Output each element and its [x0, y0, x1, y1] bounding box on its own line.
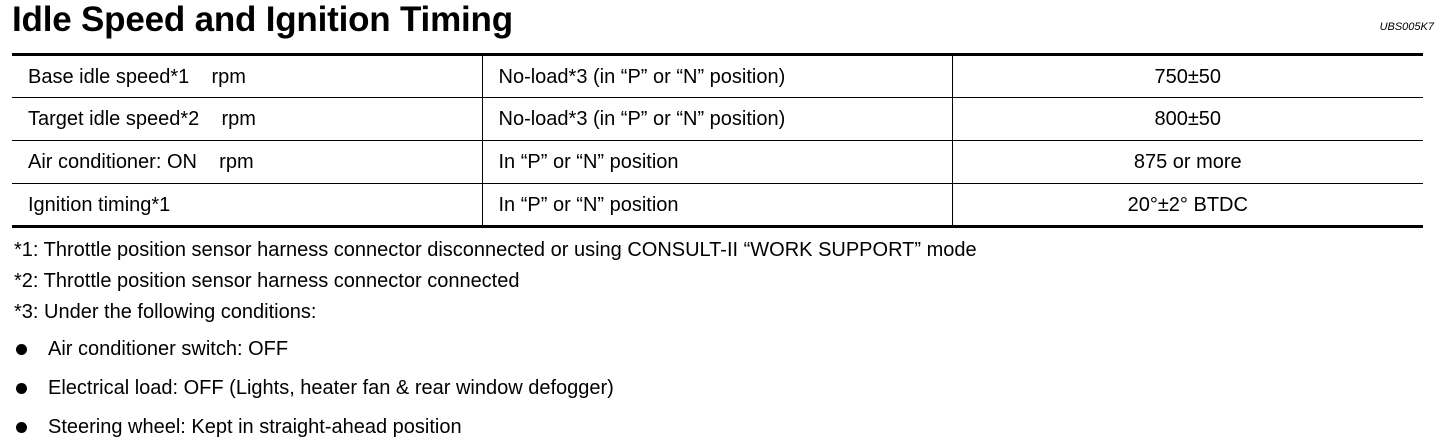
bullet-icon	[16, 344, 27, 355]
bullet-icon	[16, 383, 27, 394]
table-row	[12, 141, 1423, 184]
document-code: UBS005K7	[1379, 21, 1434, 33]
value-cell: 750±50	[952, 55, 1423, 98]
list-item-text: Electrical load: OFF (Lights, heater fan & rear window defogger)	[48, 377, 614, 399]
item-cell: Target idle speed*2 rpm	[12, 98, 482, 141]
bullet-icon	[16, 422, 27, 433]
item-cell: Air conditioner: ON rpm	[12, 141, 482, 184]
table-row	[12, 184, 1423, 227]
footnote: *3: Under the following conditions:	[14, 301, 317, 323]
condition-cell: No-load*3 (in “P” or “N” position)	[482, 55, 952, 98]
footnote: *2: Throttle position sensor harness connector connected	[14, 270, 520, 292]
list-item-text: Air conditioner switch: OFF	[48, 338, 289, 360]
condition-cell: In “P” or “N” position	[482, 184, 952, 227]
list-item-text: Steering wheel: Kept in straight-ahead position	[48, 416, 462, 438]
table-row	[12, 98, 1423, 141]
item-cell: Ignition timing*1	[12, 184, 482, 227]
value-cell: 800±50	[952, 98, 1423, 141]
footnotes	[14, 235, 977, 328]
value-cell: 20°±2° BTDC	[1127, 193, 1248, 216]
value-cell: 875 or more	[952, 141, 1423, 184]
list-item	[16, 330, 614, 369]
condition-cell: No-load*3 (in “P” or “N” position)	[482, 98, 952, 141]
list-item	[16, 408, 614, 447]
list-item	[16, 369, 614, 408]
table-row	[12, 55, 1423, 98]
conditions-list	[16, 330, 614, 447]
page-title: Idle Speed and Ignition Timing	[12, 0, 513, 39]
footnote: *1: Throttle position sensor harness connector disconnected or using CONSULT-II “WORK SUPPORT” mode	[14, 239, 977, 261]
idle-speed-table	[12, 53, 1423, 228]
item-cell: Base idle speed*1 rpm	[12, 55, 482, 98]
condition-cell: In “P” or “N” position	[482, 141, 952, 184]
